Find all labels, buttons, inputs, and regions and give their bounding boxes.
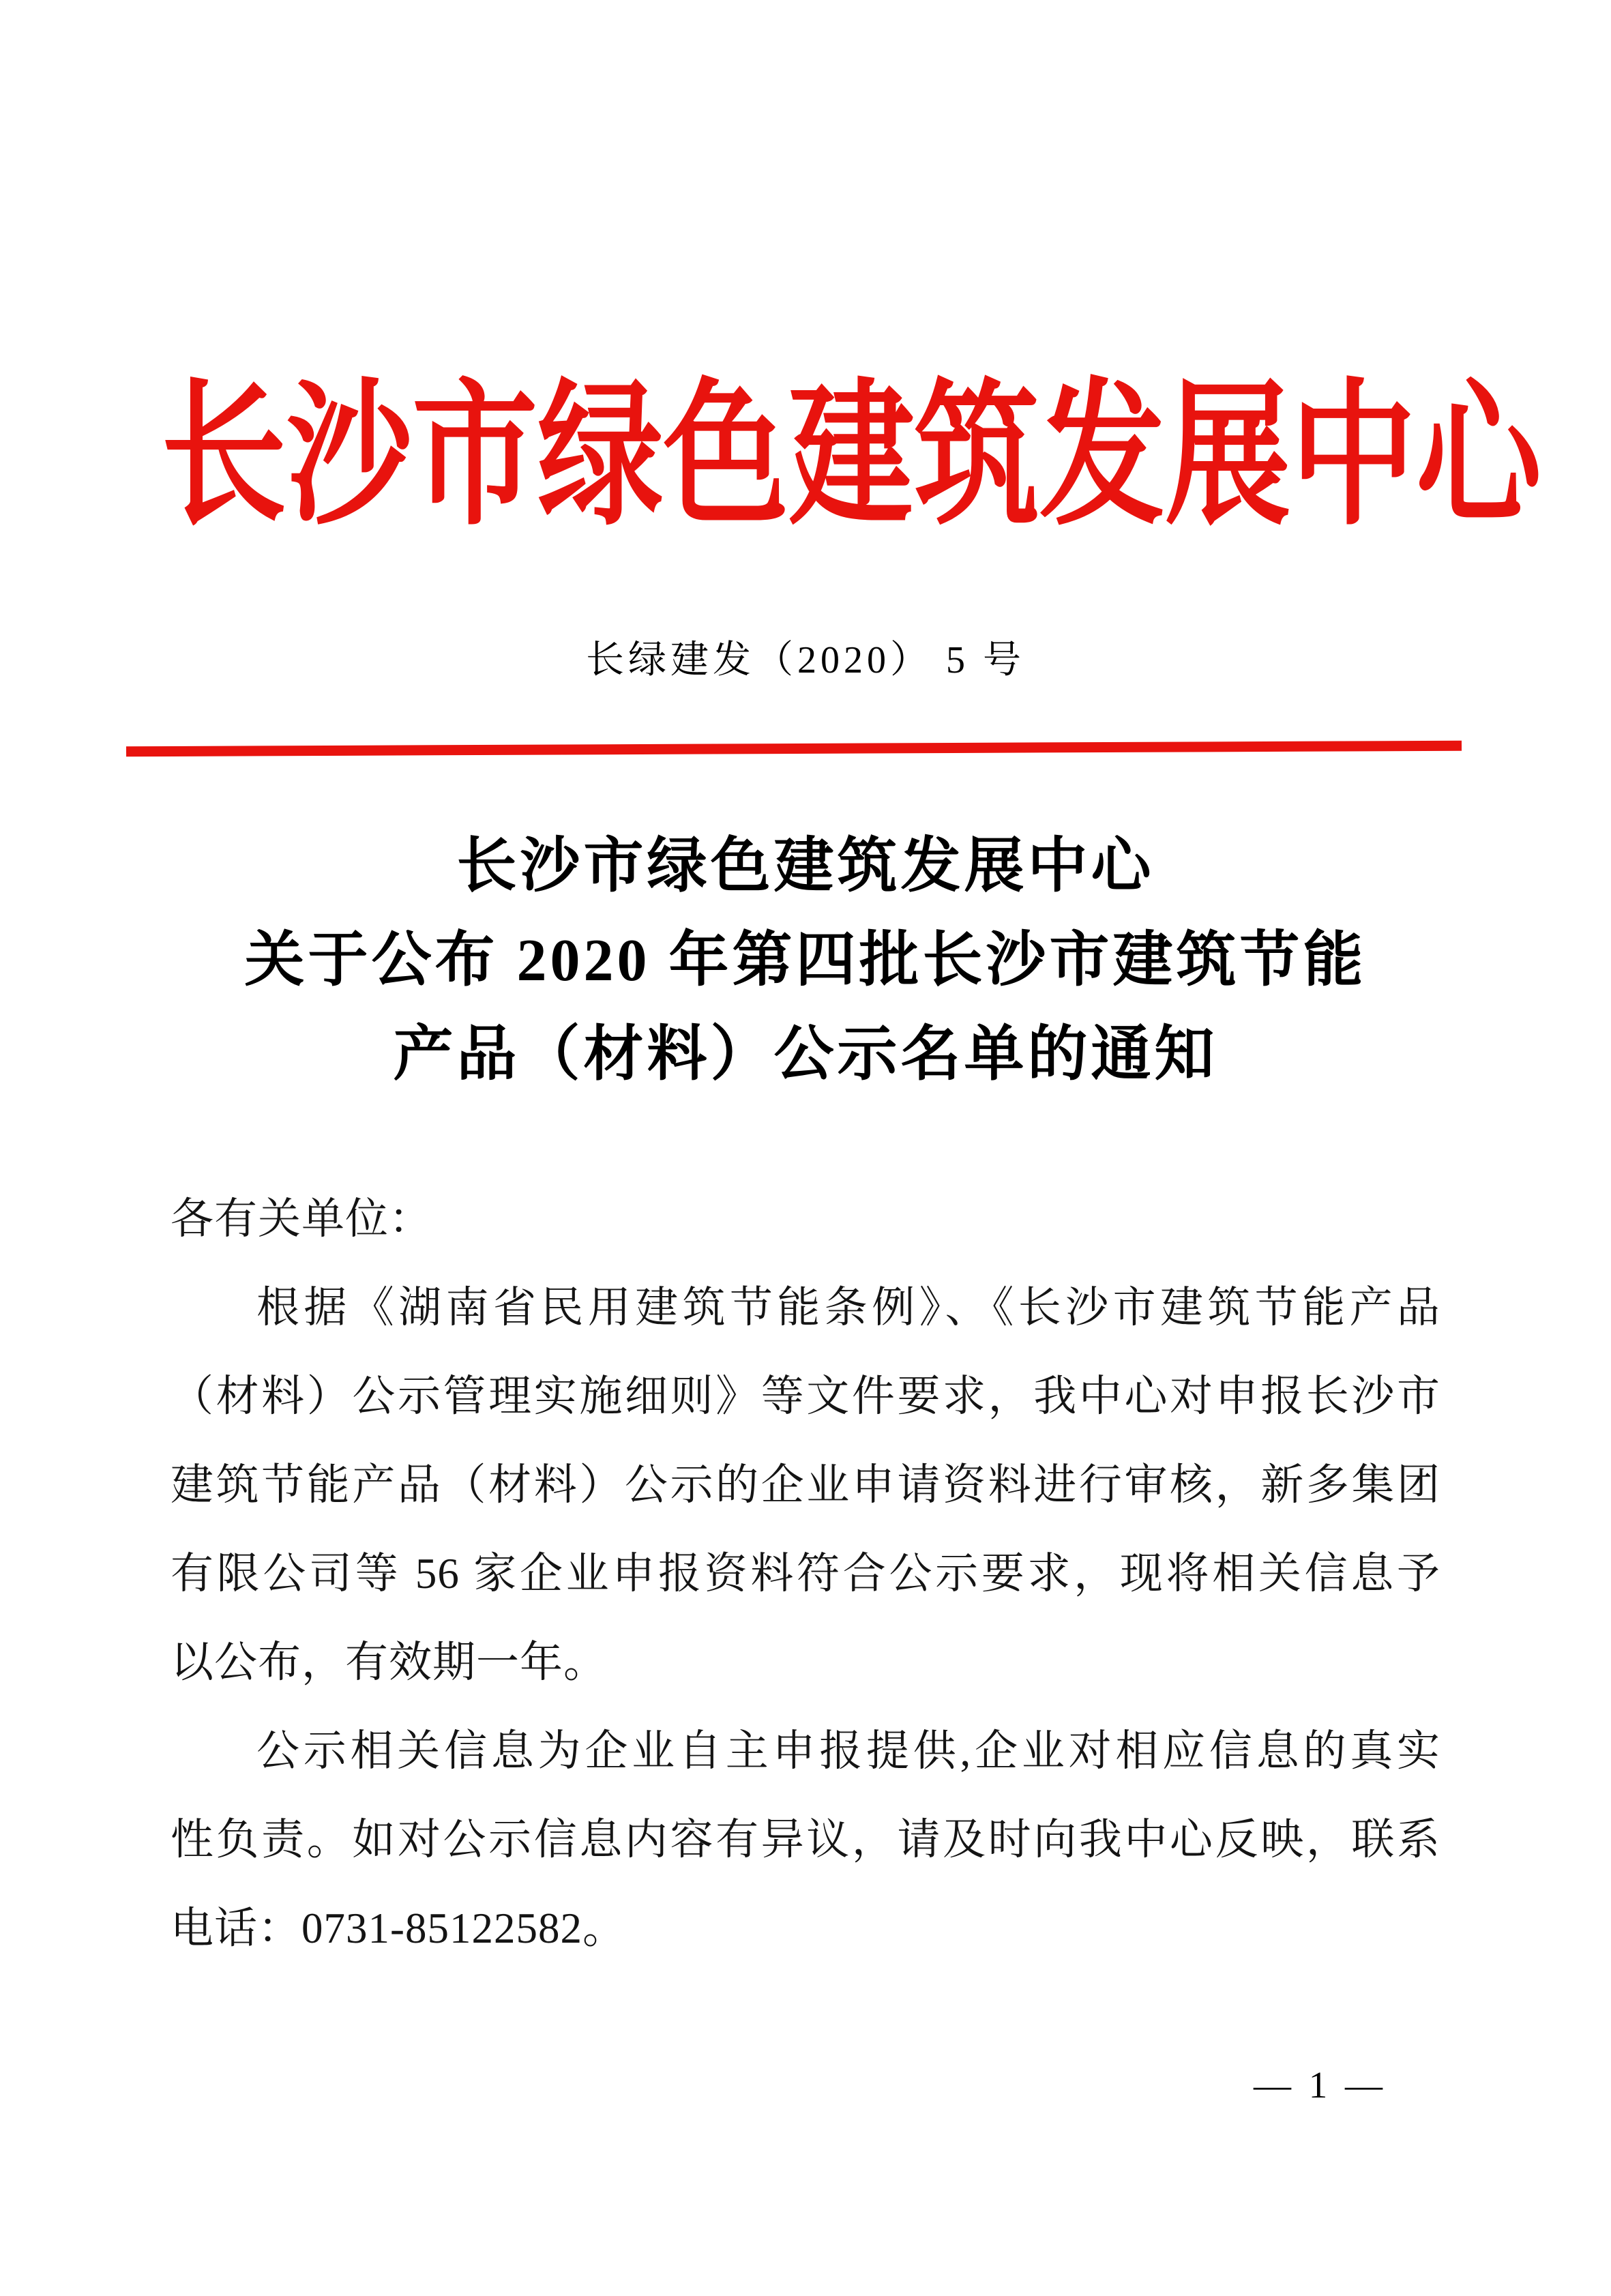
paragraph1-line1: 根据《湖南省民用建筑节能条例》、《长沙市建筑节能产品 bbox=[256, 1284, 1440, 1331]
notice-title-line-2: 关于公布 2020 年第四批长沙市建筑节能 bbox=[244, 928, 1367, 994]
letterhead-org-name: 长沙市绿色建筑发展中心 bbox=[161, 370, 1542, 544]
paragraph1-line5: 以公布，有效期一年。 bbox=[171, 1638, 607, 1686]
notice-title-line-1: 长沙市绿色建筑发展中心 bbox=[456, 834, 1155, 900]
paragraph1-line4: 有限公司等 56 家企业申报资料符合公示要求，现将相关信息予 bbox=[171, 1550, 1440, 1598]
paragraph2-line3: 电话：0731-85122582。 bbox=[171, 1904, 626, 1952]
notice-title-line-3: 产品（材料）公示名单的通知 bbox=[393, 1022, 1218, 1088]
paragraph2-line2: 性负责。如对公示信息内容有异议，请及时向我中心反映，联系 bbox=[171, 1816, 1440, 1864]
page-number: — 1 — bbox=[1254, 2064, 1387, 2106]
paragraph2-line1: 公示相关信息为企业自主申报提供,企业对相应信息的真实 bbox=[256, 1727, 1440, 1775]
paragraph1-line2: （材料）公示管理实施细则》等文件要求，我中心对申报长沙市 bbox=[171, 1372, 1440, 1420]
notice-title bbox=[0, 820, 1611, 1102]
document-number: 长绿建发（2020） 5 号 bbox=[586, 639, 1025, 681]
red-divider-rule bbox=[126, 741, 1462, 757]
paragraph1-line3: 建筑节能产品（材料）公示的企业申请资料进行审核，新多集团 bbox=[171, 1461, 1440, 1509]
notice-body bbox=[171, 1175, 1440, 1973]
salutation: 各有关单位： bbox=[171, 1195, 432, 1243]
